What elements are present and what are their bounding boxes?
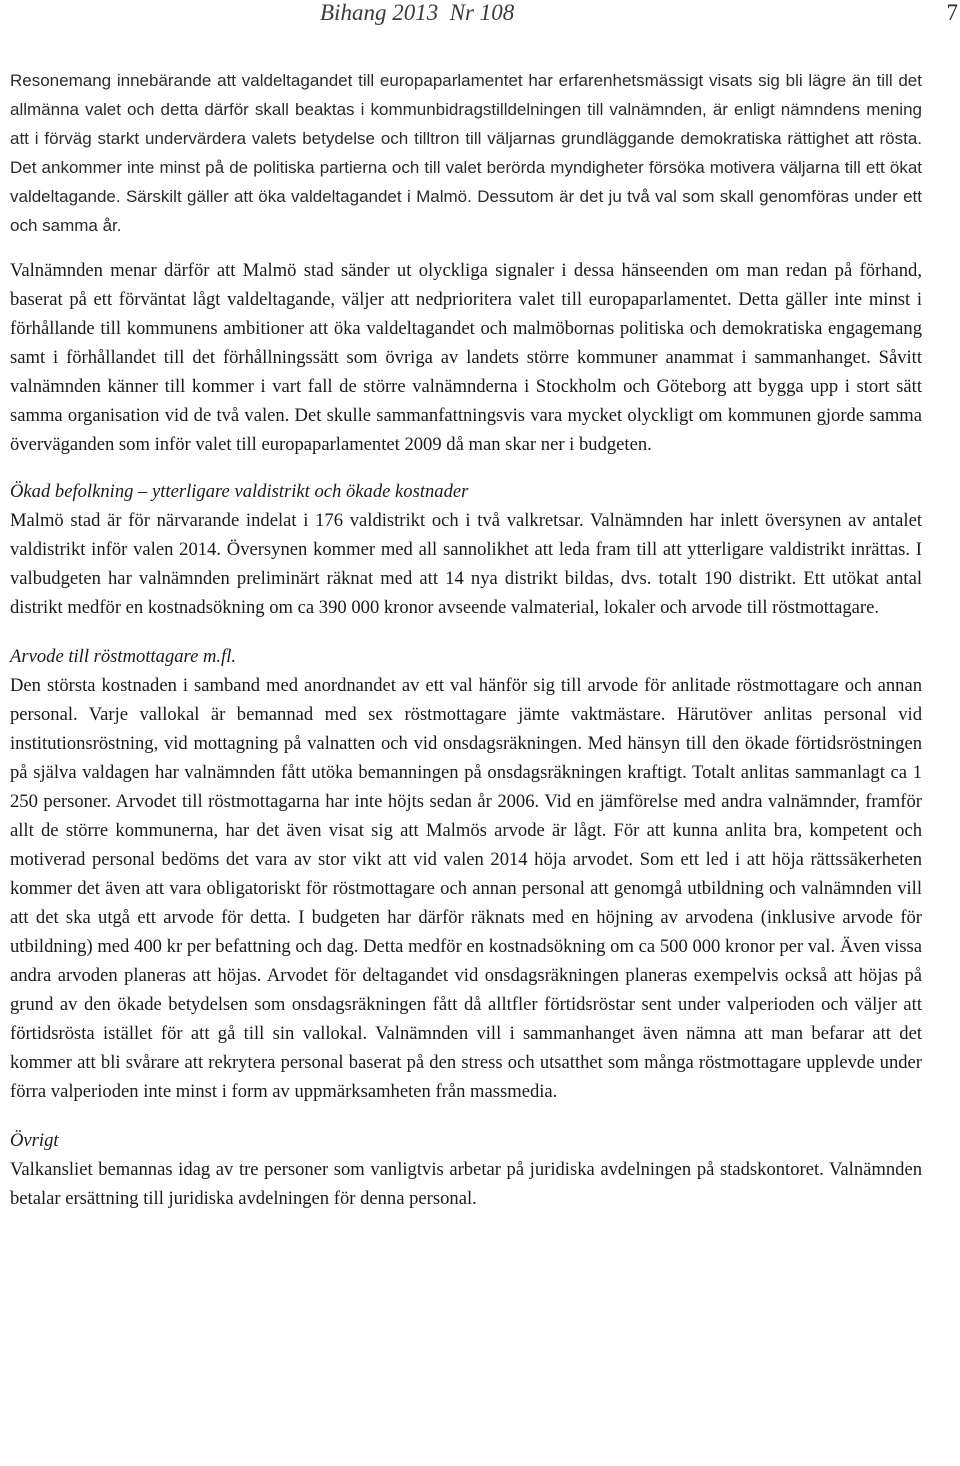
page-header: [0, 0, 960, 30]
running-head: Bihang 2013 Nr 108: [320, 0, 515, 25]
section-heading-ovrigt: Övrigt: [10, 1130, 59, 1151]
page-number: 7: [946, 0, 958, 25]
section-heading-arvode: Arvode till röstmottagare m.fl.: [10, 646, 237, 667]
section-text-arvode: Den största kostnaden i samband med anordnandet av ett val hänför sig till arvode för anlitade röstmottagare och annan personal. Varje vallokal är bemannad med sex röstmottagare jämte vaktmästare. Härutöver anlitas personal vid institutionsröstning, vid mottagning på valnatten och vid onsdagsräkningen. Med hänsyn till den ökade förtidsröstningen på själva valdagen har valnämnden fått utöka bemanningen på onsdagsräkningen kraftigt. Totalt anlitas sammanlagt ca 1 250 personer. Arvodet till röstmottagarna har inte höjts sedan år 2006. Vid en jämförelse med andra valnämnder, framför allt de större kommunerna, har det även visat sig att Malmös arvode är lågt. För att kunna anlita bra, kompetent och motiverad personal bedöms det vara av stor vikt att vid valen 2014 höja arvodet. Som ett led i att höja rättssäkerheten kommer det även att vara obligatoriskt för röstmottagare och annan personal att genomgå utbildning och valnämnden vill att det ska utgå ett arvode för detta. I budgeten har därför räknats med en höjning av arvodena (inklusive arvode för utbildning) med 400 kr per befattning och dag. Detta medför en kostnadsökning om ca 500 000 kronor per val. Även vissa andra arvoden planeras att höjas. Arvodet för deltagandet vid onsdagsräkningen planeras exempelvis också att höjas på grund av den ökade betydelsen som onsdagsräkningen fått då alltfler förtidsröstar sent under valperioden och väljer att förtidsrösta istället för att gå till sin vallokal. Valnämnden vill i sammanhanget även nämna att man befarar att det kommer att bli svårare att rekrytera personal baserat på den stress och utsatthet som många röstmottagare upplevde under förra valperioden inte minst i form av uppmärksamheten från massmedia.: [10, 675, 922, 1102]
paragraph-valdeltagande: Resonemang innebärande att valdeltagandet till europaparlamentet har erfarenhetsmässigt visats sig bli lägre än till det allmänna valet och detta därför skall beaktas i kommunbidragstilldelningen till valnämnden, är enligt nämndens mening att i förväg starkt undervärdera valets betydelse och tilltron till väljarnas grundläggande demokratiska rättighet att rösta. Det ankommer inte minst på de politiska partierna och till valet berörda myndigheter försöka motivera väljarna till ett ökat valdeltagande. Särskilt gäller att öka valdeltagandet i Malmö. Dessutom är det ju två val som skall genomföras under ett och samma år.: [10, 71, 922, 235]
paragraph-valnamnden: Valnämnden menar därför att Malmö stad sänder ut olyckliga signaler i dessa hänseenden om man redan på förhand, baserat på ett förväntat lågt valdeltagande, väljer att nedprioritera valet till europaparlamentet. Detta gäller inte minst i förhållande till kommunens ambitioner att öka valdeltagandet och malmöbornas politiska och demokratiska engagemang samt i förhållandet till det förhållningssätt som övriga av landets större kommuner anammat i sammanhanget. Såvitt valnämnden känner till kommer i vart fall de större valnämnderna i Stockholm och Göteborg att bygga upp i stort sätt samma organisation vid de två valen. Det skulle sammanfattningsvis vara mycket olyckligt om kommunen gjorde samma överväganden som inför valet till europaparlamentet 2009 då man skar ner i budgeten.: [10, 260, 922, 455]
section-heading-befolkning: Ökad befolkning – ytterligare valdistrikt och ökade kostnader: [10, 481, 469, 502]
section-text-ovrigt: Valkansliet bemannas idag av tre personer som vanligtvis arbetar på juridiska avdelningen på stadskontoret. Valnämnden betalar ersättning till juridiska avdelningen för denna personal.: [10, 1159, 922, 1209]
section-text-befolkning: Malmö stad är för närvarande indelat i 176 valdistrikt och i två valkretsar. Valnämnden har inlett översynen av antalet valdistrikt inför valen 2014. Översynen kommer med all sannolikhet att leda fram till att ytterligare valdistrikt inrättas. I valbudgeten har valnämnden preliminärt räknat med att 14 nya distrikt bildas, dvs. totalt 190 distrikt. Ett utökat antal distrikt medför en kostnadsökning om ca 390 000 kronor avseende valmaterial, lokaler och arvode till röstmottagare.: [10, 510, 922, 618]
body-text: [10, 66, 922, 1213]
